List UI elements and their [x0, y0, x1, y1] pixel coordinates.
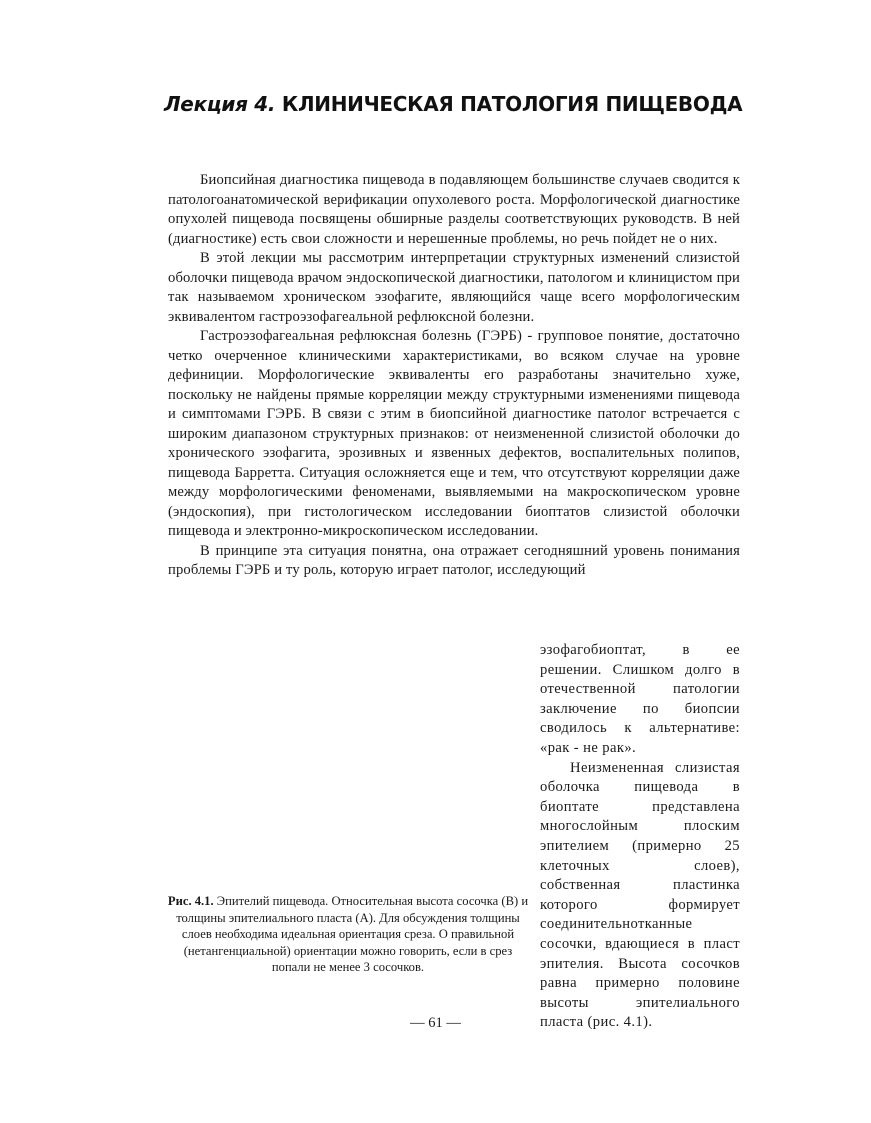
right-column-text	[540, 641, 740, 1033]
paragraph: Неизмененная слизистая оболочка пищевода в биоптате представлена многослойным плоским эпителием (примерно 25 клеточных слоев), собственная пластинка которого формирует соединительнотканные сосочки, вдающиеся в пласт эпителия. Высота сосочков равна примерно половине высоты эпителиального пласта (рис. 4.1).	[540, 759, 740, 1031]
main-text	[168, 171, 740, 581]
paragraph: Биопсийная диагностика пищевода в подавляющем большинстве случаев сводится к патологоанатомической верификации опухолевого роста. Морфологической диагностике опухолей пищевода посвящены обширные разделы соответствующих руководств. В ней (диагностике) есть свои сложности и нерешенные проблемы, но речь пойдет не о них.	[168, 172, 740, 247]
paragraph-continuation: эзофагобиоптат, в ее решении. Слишком долго в отечественной патологии заключение по биопсии сводилось к альтернативе: «рак - не рак».	[540, 642, 740, 756]
lecture-number: Лекция 4.	[164, 92, 276, 116]
figure-caption-text: Эпителий пищевода. Относительная высота сосочка (B) и толщины эпителиального пласта (A). Для обсуждения толщины слоев необходима идеальная ориентация среза. О правильной (нетангенциальной) ориентации можно говорить, если в срез попали не менее 3 сосочков.	[176, 894, 529, 975]
figure-caption	[166, 893, 530, 976]
lecture-title	[164, 92, 743, 116]
figure-label: Рис. 4.1.	[167, 894, 214, 908]
paragraph: В принципе эта ситуация понятна, она отражает сегодняшний уровень понимания проблемы ГЭРБ и ту роль, которую играет патолог, исследующий	[168, 542, 740, 578]
figure-4-1-area	[168, 641, 528, 886]
paragraph: В этой лекции мы рассмотрим интерпретации структурных изменений слизистой оболочки пищевода врачом эндоскопической диагностики, патологом и клиницистом при так называемом хроническом эзофагите, являющийся чаще всего морфологическим эквивалентом гастроэзофагеальной рефлюксной болезни.	[168, 250, 740, 325]
paragraph: Гастроэзофагеальная рефлюксная болезнь (ГЭРБ) - групповое понятие, достаточно четко очерченное клиническими характеристиками, во всяком случае на уровне дефиниции. Морфологические эквиваленты его разработаны значительно хуже, поскольку не найдены прямые корреляции между структурными изменениями пищевода и симптомами ГЭРБ. В связи с этим в биопсийной диагностике патолог встречается с широким диапазоном структурных признаков: от неизмененной слизистой оболочки до хронического эзофагита, эрозивных и язвенных дефектов, воспалительных полипов, пищевода Барретта. Ситуация осложняется еще и тем, что отсутствуют корреляции даже между морфологическими феноменами, выявляемыми на макроскопическом уровне (эндоскопия), при гистологическом исследовании биоптатов слизистой оболочки пищевода и электронно-микроскопическом исследовании.	[168, 328, 740, 539]
lecture-title-text: КЛИНИЧЕСКАЯ ПАТОЛОГИЯ ПИЩЕВОДА	[281, 92, 743, 116]
page-number: — 61 —	[410, 1015, 461, 1031]
